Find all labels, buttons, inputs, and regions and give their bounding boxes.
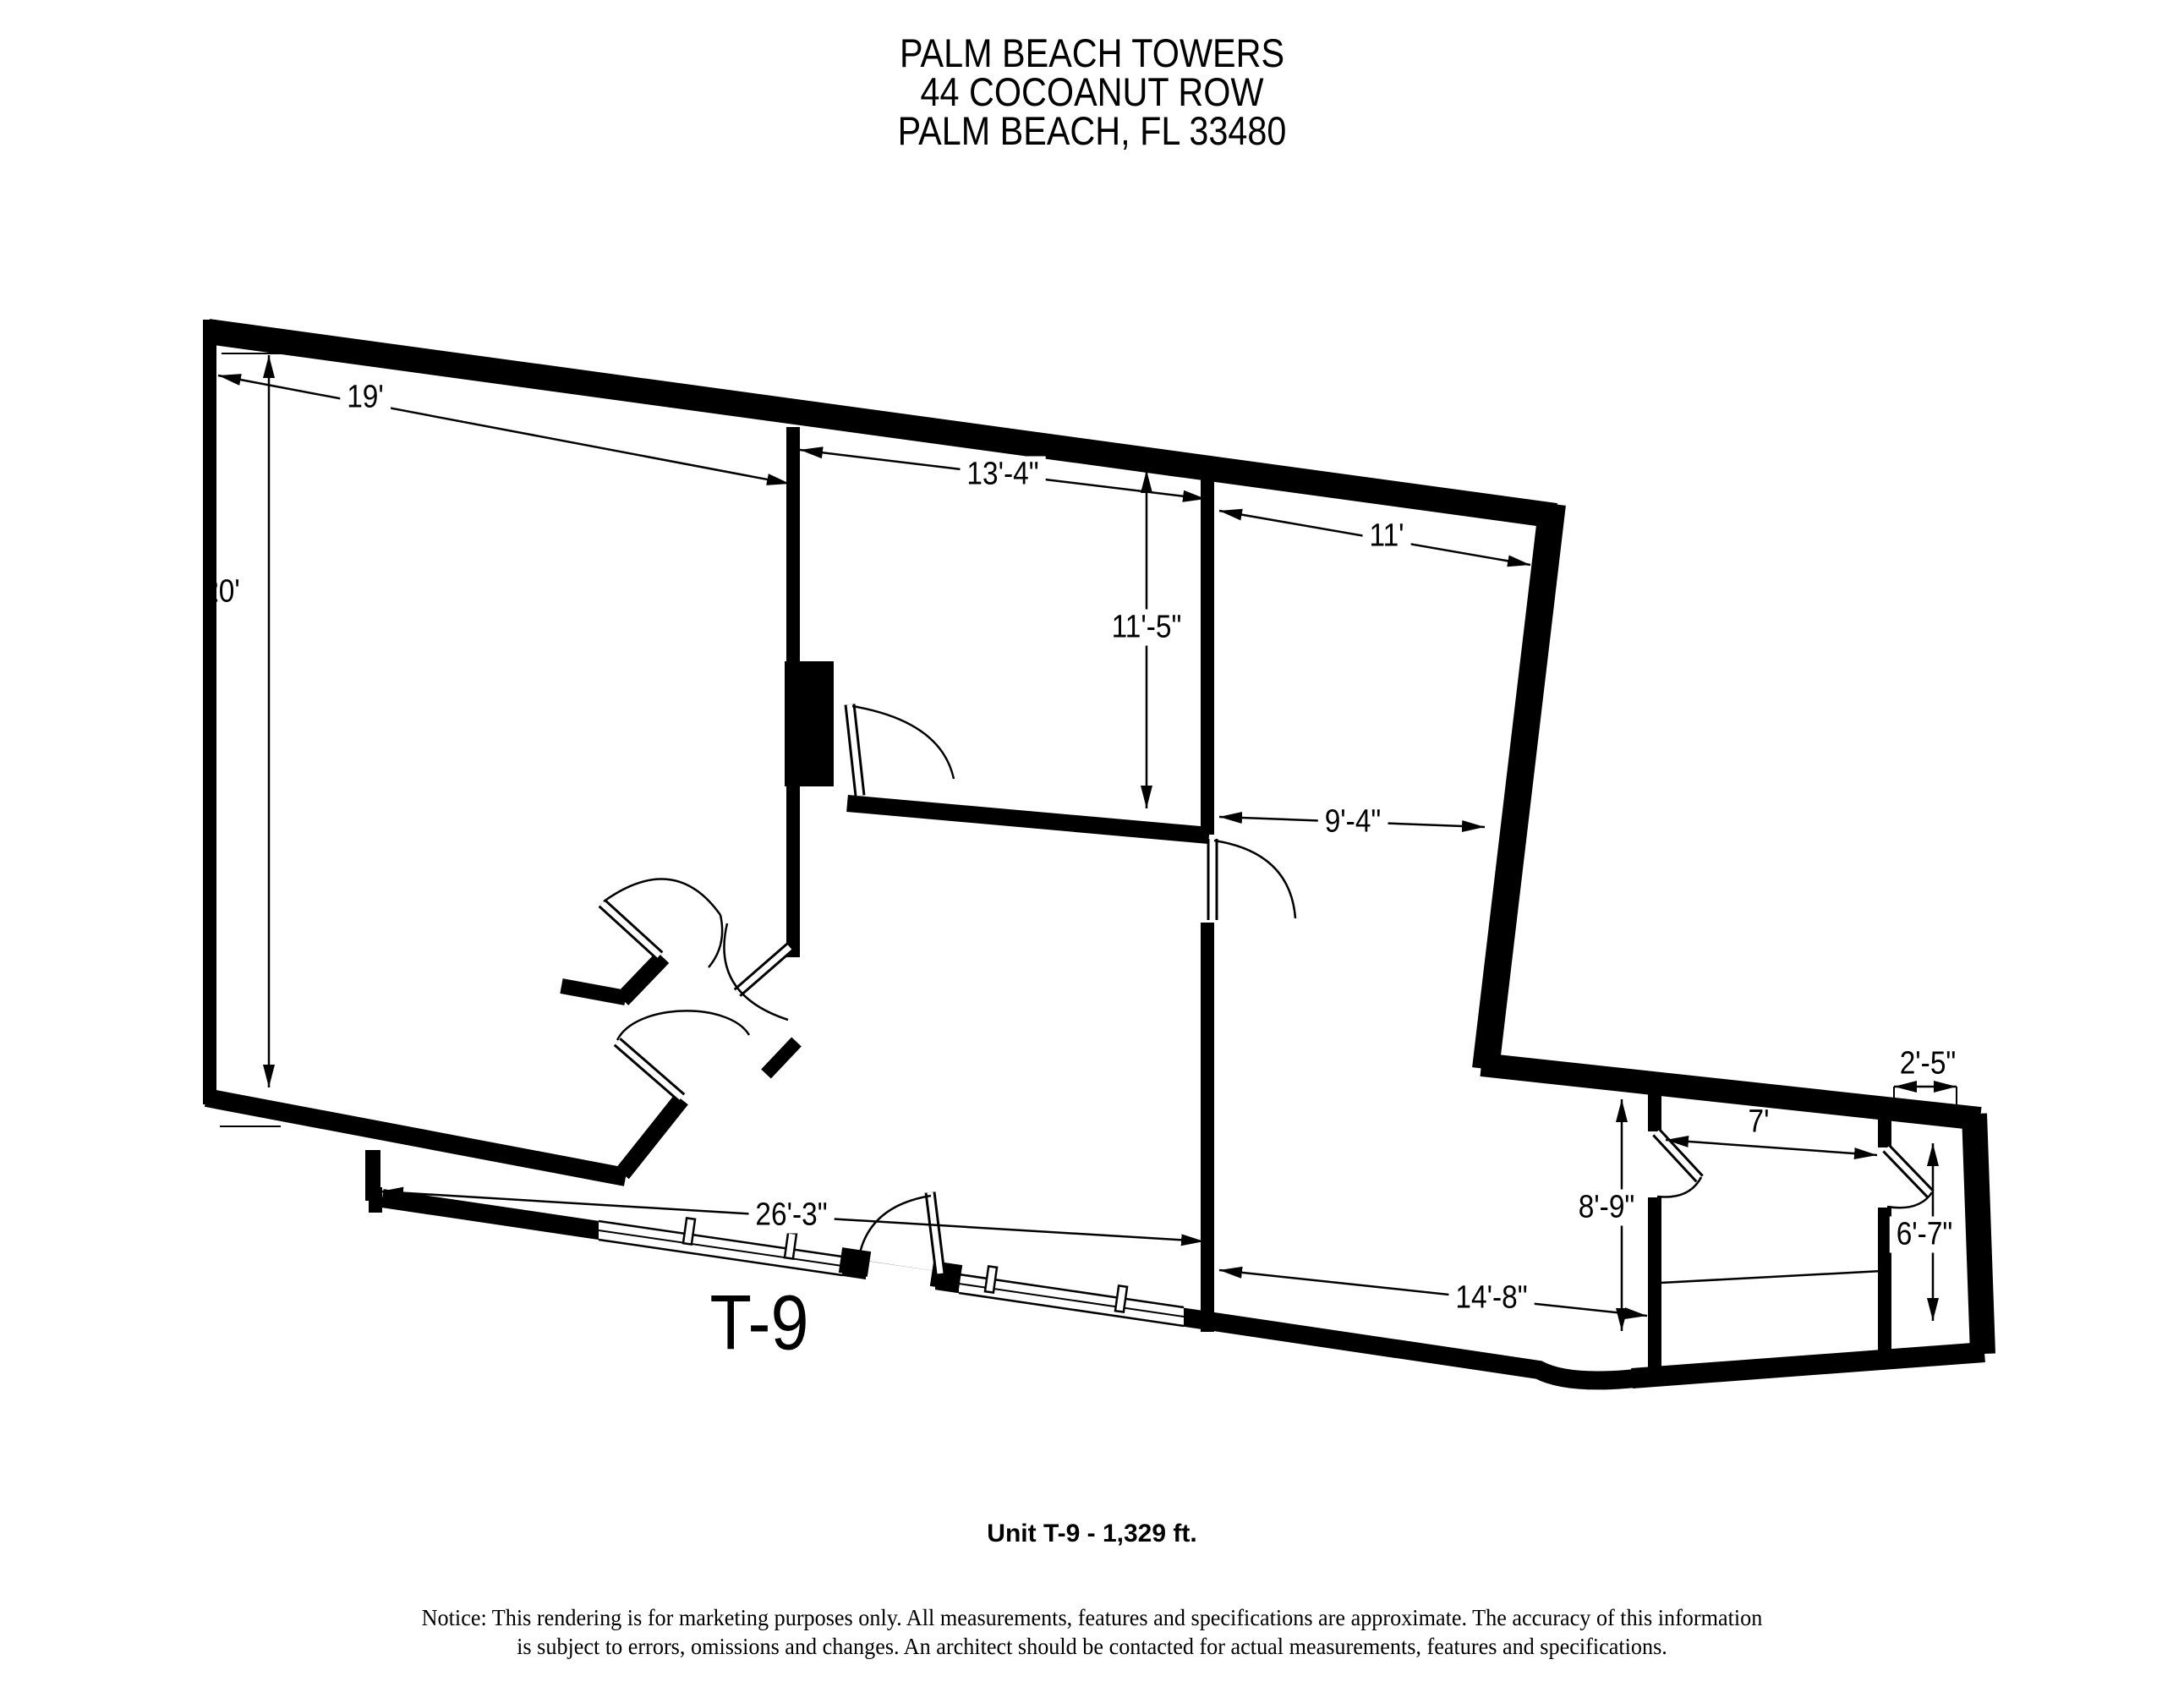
closet-rod-line (1661, 1271, 1882, 1283)
dim-living-room-width: 19' (340, 380, 390, 416)
dim-living-room-depth: 20' (203, 573, 240, 610)
dim-small-closet-width: 2'-5" (1899, 1045, 1957, 1082)
dim-dining-width: 14'-8" (1448, 1280, 1534, 1317)
building-name: PALM BEACH TOWERS (899, 30, 1285, 75)
dim-balcony-width: 26'-3" (748, 1197, 834, 1234)
doors (602, 704, 1932, 1283)
notice-line-1: Notice: This rendering is for marketing purposes only. All measurements, features and specifications are approximate. The accuracy of this information (421, 1605, 1763, 1630)
notice-line-2: is subject to errors, omissions and changes. An architect should be contacted for actual measurements, features and specifications. (517, 1634, 1667, 1659)
dim-closet-width: 7' (1748, 1104, 1770, 1140)
unit-label: T-9 (709, 1279, 809, 1367)
dim-closet-depth: 8'-9" (1572, 1190, 1641, 1226)
dim-small-closet-depth: 6'-7" (1890, 1217, 1959, 1253)
dim-bedroom2-depth: 11'-5" (1105, 610, 1189, 646)
walls (206, 320, 1984, 1380)
building-street: 44 COCOANUT ROW (920, 69, 1264, 114)
dim-bedroom2-width: 13'-4" (960, 457, 1045, 493)
dim-den-width: 9'-4" (1318, 804, 1388, 841)
unit-summary: Unit T-9 - 1,329 ft. (987, 1520, 1197, 1547)
building-city: PALM BEACH, FL 33480 (897, 108, 1287, 153)
dim-bedroom3-width: 11' (1363, 518, 1411, 555)
